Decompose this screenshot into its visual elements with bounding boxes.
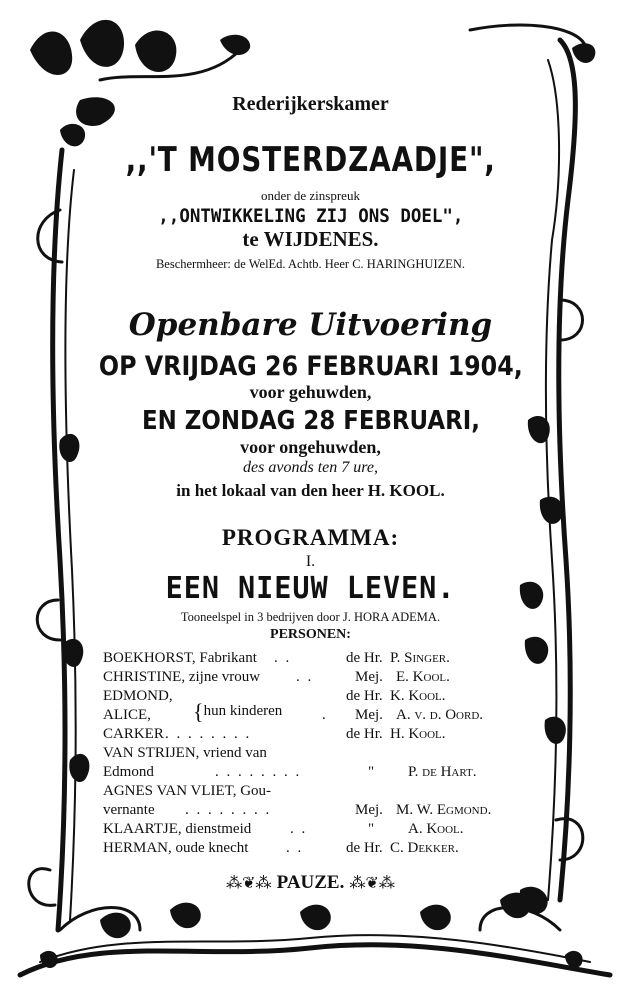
programme-heading: PROGRAMMA: bbox=[221, 525, 400, 550]
audience-unmarried: voor ongehuwden, bbox=[240, 437, 381, 457]
cast-role: KLAARTJE, dienstmeid bbox=[103, 821, 252, 837]
cast-title: de Hr. bbox=[346, 840, 383, 856]
cast-leader-dots: . . . . . . . . bbox=[165, 726, 252, 742]
cast-actor: E. Kool. bbox=[396, 669, 450, 685]
time: des avonds ten 7 ure, bbox=[243, 459, 378, 476]
performance-heading-text: Openbare Uitvoering bbox=[128, 307, 493, 343]
cast-leader-dots: . . . . . . . . bbox=[185, 802, 272, 818]
cast-title: " bbox=[368, 764, 375, 780]
cast-role: VAN STRIJEN, vriend van bbox=[103, 745, 267, 761]
flourish-left-icon: ⁂❦⁂ bbox=[226, 873, 277, 892]
cast-role: BOEKHORST, Fabrikant bbox=[103, 650, 257, 666]
place: te WIJDENES. bbox=[242, 227, 379, 251]
society-name bbox=[0, 140, 621, 180]
cast-role: HERMAN, oude knecht bbox=[103, 840, 249, 856]
cast-role: CHRISTINE, zijne vrouw bbox=[103, 669, 261, 685]
date-sunday-text: EN ZONDAG 28 FEBRUARI, bbox=[141, 406, 480, 436]
cast-role: CARKER bbox=[103, 726, 164, 742]
cast-leader-dots: . . bbox=[286, 840, 304, 856]
cast-role: ALICE, bbox=[103, 707, 151, 723]
pause-line bbox=[0, 873, 621, 892]
brace-glyph: { bbox=[193, 699, 204, 724]
play-subtitle: Tooneelspel in 3 bedrijven door J. HORA ADEMA. bbox=[180, 610, 441, 624]
cast-title: Mej. bbox=[355, 802, 383, 818]
cast-actor: H. Kool. bbox=[390, 726, 446, 742]
hun-kinderen-brace bbox=[193, 697, 283, 724]
cast-actor: P. Singer. bbox=[390, 650, 450, 666]
cast-title: de Hr. bbox=[346, 688, 383, 704]
cast-heading: PERSONEN: bbox=[270, 627, 351, 642]
cast-title: Mej. bbox=[355, 669, 383, 685]
performance-heading bbox=[0, 307, 621, 343]
cast-role: EDMOND, bbox=[103, 688, 173, 704]
cast-leader-dots: . . bbox=[290, 821, 308, 837]
society-name-text: ,,'T MOSTERDZAADJE", bbox=[125, 140, 496, 180]
cast-actor: M. W. Egmond. bbox=[396, 802, 492, 818]
hun-kinderen-label: hun kinderen bbox=[203, 703, 283, 719]
cast-title: de Hr. bbox=[346, 726, 383, 742]
motto bbox=[0, 207, 621, 226]
programme-number: I. bbox=[305, 553, 316, 570]
cast-role: AGNES VAN VLIET, Gou- bbox=[103, 783, 272, 799]
cast-title: " bbox=[368, 821, 375, 837]
cast-role: vernante bbox=[103, 802, 155, 818]
society-label: Rederijkerskamer bbox=[232, 93, 389, 115]
cast-leader-dots: . . . . . . . . bbox=[215, 764, 302, 780]
cast-actor: K. Kool. bbox=[390, 688, 446, 704]
play-title-text: EEN NIEUW LEVEN. bbox=[165, 571, 456, 606]
cast-actor: P. de Hart. bbox=[408, 764, 477, 780]
date-friday-text: OP VRIJDAG 26 FEBRUARI 1904, bbox=[98, 351, 523, 382]
cast-leader-dots: . bbox=[322, 707, 328, 723]
patron: Beschermheer: de WelEd. Achtb. Heer C. HARINGHUIZEN. bbox=[155, 257, 466, 271]
play-title bbox=[0, 571, 621, 606]
venue: in het lokaal van den heer H. KOOL. bbox=[176, 481, 445, 500]
cast-actor: C. Dekker. bbox=[390, 840, 459, 856]
pause-label: PAUZE. bbox=[276, 872, 345, 893]
cast-title: Mej. bbox=[355, 707, 383, 723]
cast-actor: A. v. d. Oord. bbox=[396, 707, 484, 723]
date-friday bbox=[0, 353, 621, 380]
date-sunday bbox=[0, 408, 621, 434]
cast-actor: A. Kool. bbox=[408, 821, 464, 837]
flourish-right-icon: ⁂❦⁂ bbox=[349, 873, 395, 892]
audience-married: voor gehuwden, bbox=[249, 382, 372, 402]
cast-leader-dots: . . bbox=[274, 650, 292, 666]
motto-intro: onder de zinspreuk bbox=[261, 188, 360, 203]
cast-title: de Hr. bbox=[346, 650, 383, 666]
cast-leader-dots: . . bbox=[296, 669, 314, 685]
motto-text: ,,ONTWIKKELING ZIJ ONS DOEL", bbox=[157, 205, 464, 227]
cast-role: Edmond bbox=[103, 764, 154, 780]
